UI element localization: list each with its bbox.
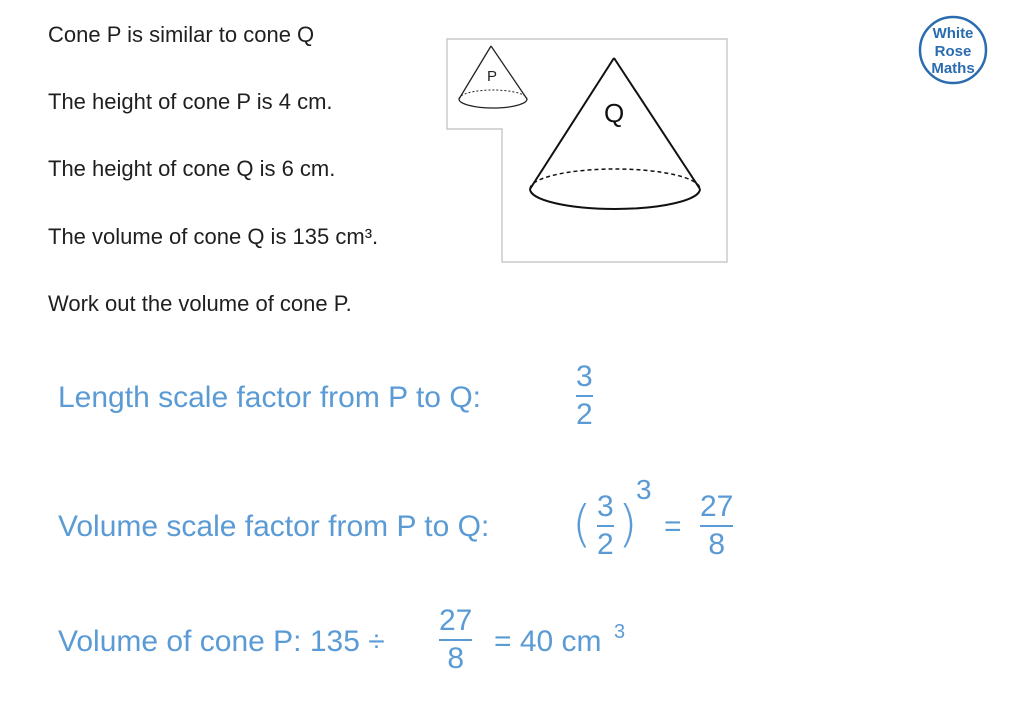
fraction-bar [700, 525, 733, 527]
fraction-bar [439, 639, 472, 641]
volume-scale-numerator: 27 [700, 490, 734, 523]
fraction-bar [597, 525, 614, 527]
inner-numerator: 3 [597, 490, 614, 523]
large-cone-label: Q [604, 98, 625, 128]
logo-line-2: Rose [934, 43, 972, 60]
question-line-5: Work out the volume of cone P. [48, 291, 352, 316]
large-cone-q [530, 58, 700, 209]
length-scale-fraction [576, 362, 593, 430]
final-volume-label: Volume of cone P: 135 ÷ [58, 625, 385, 658]
question-line-1: Cone P is similar to cone Q [48, 22, 315, 47]
logo-line-3: Maths [931, 60, 975, 77]
small-cone-label: P [487, 68, 498, 85]
final-denominator: 8 [447, 642, 465, 675]
volume-scale-label: Volume scale factor from P to Q: [58, 510, 490, 543]
left-parenthesis: ( [572, 495, 592, 553]
inner-denominator: 2 [597, 528, 614, 561]
final-numerator: 27 [439, 604, 473, 637]
cone-diagram [444, 36, 734, 266]
power-exponent: 3 [636, 474, 652, 505]
equals-sign: = [664, 510, 682, 543]
length-scale-label: Length scale factor from P to Q: [58, 381, 481, 414]
final-unit-power: 3 [614, 621, 626, 643]
final-result: = 40 cm [494, 625, 602, 658]
volume-scale-denominator: 8 [708, 528, 726, 561]
inner-fraction [597, 492, 614, 560]
logo-line-1: White [932, 25, 974, 42]
right-parenthesis: ) [618, 495, 638, 553]
volume-scale-fraction [700, 492, 733, 560]
final-fraction [439, 606, 472, 674]
length-scale-numerator: 3 [576, 360, 593, 393]
length-scale-denominator: 2 [576, 398, 593, 431]
question-line-2: The height of cone P is 4 cm. [48, 89, 333, 114]
white-rose-maths-logo [918, 12, 988, 88]
fraction-bar [576, 395, 593, 397]
question-line-4: The volume of cone Q is 135 cm³. [48, 224, 379, 249]
question-line-3: The height of cone Q is 6 cm. [48, 156, 336, 181]
